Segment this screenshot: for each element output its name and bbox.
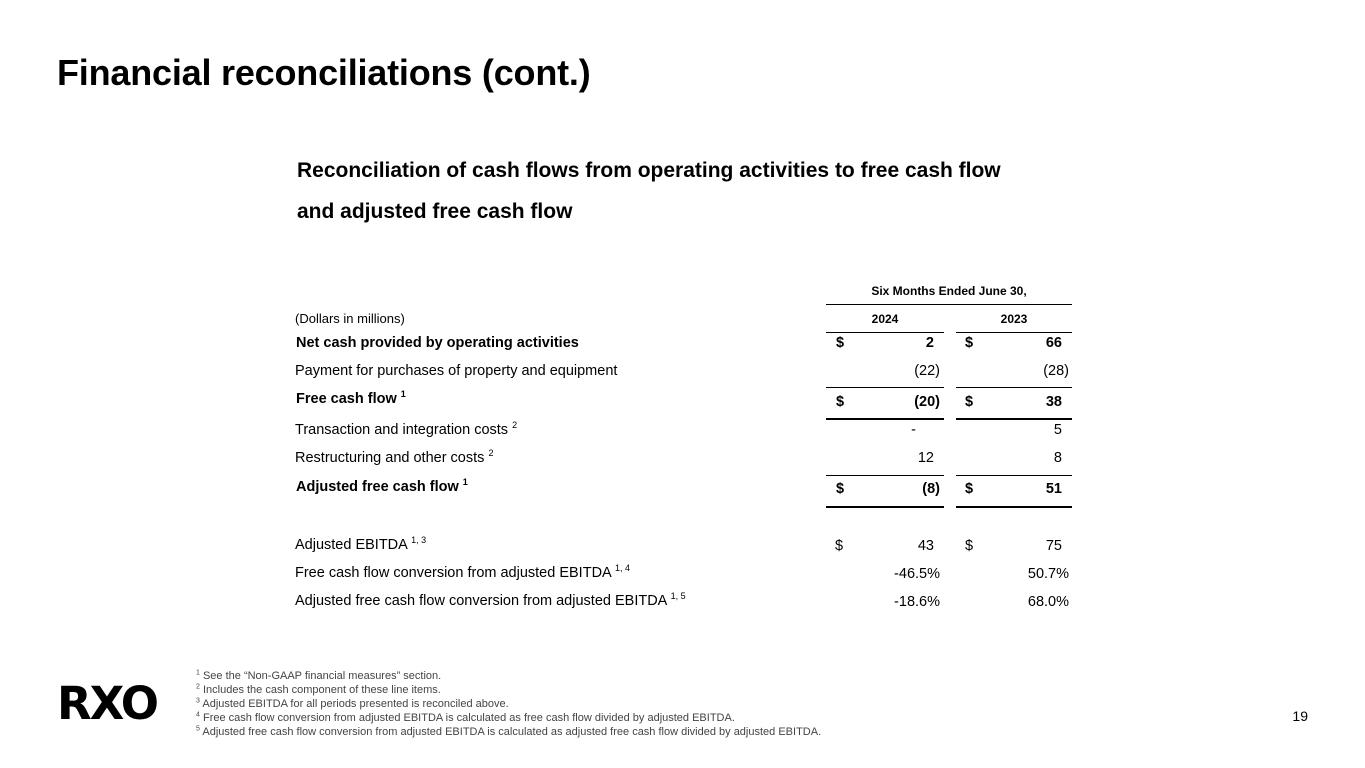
table-row-label: Free cash flow $^1$ (296, 389, 406, 407)
currency-symbol: $ (835, 538, 844, 554)
value-2024: 2 (925, 335, 934, 351)
value-2023: 38 (1045, 394, 1062, 410)
table-row-label: Payment for purchases of property and equipment (295, 363, 618, 379)
table-row-label: Adjusted free cash flow conversion from adjusted EBITDA $^{1, 5}$ (295, 591, 686, 609)
divider (956, 418, 1072, 420)
value-2024: 12 (917, 450, 934, 466)
value-2023: 50.7% (1027, 566, 1069, 582)
table-row-label: Transaction and integration costs $^2$ (295, 420, 518, 438)
currency-symbol: $ (965, 335, 974, 351)
footnote: $^2$ Includes the cash component of these line items. (196, 683, 441, 696)
unit-label: (Dollars in millions) (295, 311, 405, 326)
divider (826, 475, 944, 476)
divider (956, 506, 1072, 508)
table-row-label: Free cash flow conversion from adjusted EBITDA $^{1, 4}$ (295, 563, 630, 581)
divider (956, 387, 1072, 388)
divider (956, 332, 1072, 333)
divider (826, 332, 944, 333)
currency-symbol: $ (836, 481, 845, 497)
rxo-logo: RXO (57, 677, 157, 730)
footnote: $^5$ Adjusted free cash flow conversion from adjusted EBITDA is calculated as adjusted free cash flow divided by adjusted EBITDA. (196, 725, 822, 738)
table-row-label: Net cash provided by operating activities (296, 335, 579, 351)
currency-symbol: $ (965, 394, 974, 410)
table-row-label: Adjusted EBITDA $^{1, 3}$ (295, 535, 427, 553)
table-title-line-2: and adjusted free cash flow (297, 200, 573, 223)
value-2024: (20) (914, 394, 940, 410)
value-2023: 51 (1045, 481, 1062, 497)
value-2024: -18.6% (894, 594, 940, 610)
column-header-2024: 2024 (871, 312, 899, 326)
currency-symbol: $ (836, 394, 845, 410)
currency-symbol: $ (965, 481, 974, 497)
table-title (297, 150, 1097, 232)
divider (826, 304, 1072, 305)
value-2024: (8) (922, 481, 940, 497)
value-2023: 8 (1053, 450, 1062, 466)
value-2023: (28) (1043, 363, 1069, 379)
footnote: $^4$ Free cash flow conversion from adjusted EBITDA is calculated as free cash flow divided by adjusted EBITDA. (196, 711, 735, 724)
value-2024: -46.5% (894, 566, 940, 582)
table-title-line-1: Reconciliation of cash flows from operating activities to free cash flow (297, 159, 1001, 182)
period-header: Six Months Ended June 30, (871, 284, 1027, 298)
value-2023: 66 (1045, 335, 1062, 351)
value-2024: (22) (914, 363, 940, 379)
divider (826, 418, 944, 420)
table-row-label: Adjusted free cash flow $^1$ (296, 477, 468, 495)
footnotes (196, 669, 821, 739)
value-2023: 5 (1053, 422, 1062, 438)
table-row-label: Restructuring and other costs $^2$ (295, 448, 494, 466)
page-number: 19 (1292, 708, 1308, 724)
value-2023: 68.0% (1027, 594, 1069, 610)
value-2024: 43 (917, 538, 934, 554)
value-2024: - (911, 422, 916, 438)
divider (826, 506, 944, 508)
value-2023: 75 (1045, 538, 1062, 554)
footnote: $^1$ See the “Non-GAAP financial measures” section. (196, 669, 442, 682)
divider (956, 475, 1072, 476)
page-title: Financial reconciliations (cont.) (57, 52, 591, 93)
column-header-2023: 2023 (1000, 312, 1028, 326)
currency-symbol: $ (836, 335, 845, 351)
footnote: $^3$ Adjusted EBITDA for all periods presented is reconciled above. (196, 697, 509, 710)
divider (826, 387, 944, 388)
currency-symbol: $ (965, 538, 974, 554)
